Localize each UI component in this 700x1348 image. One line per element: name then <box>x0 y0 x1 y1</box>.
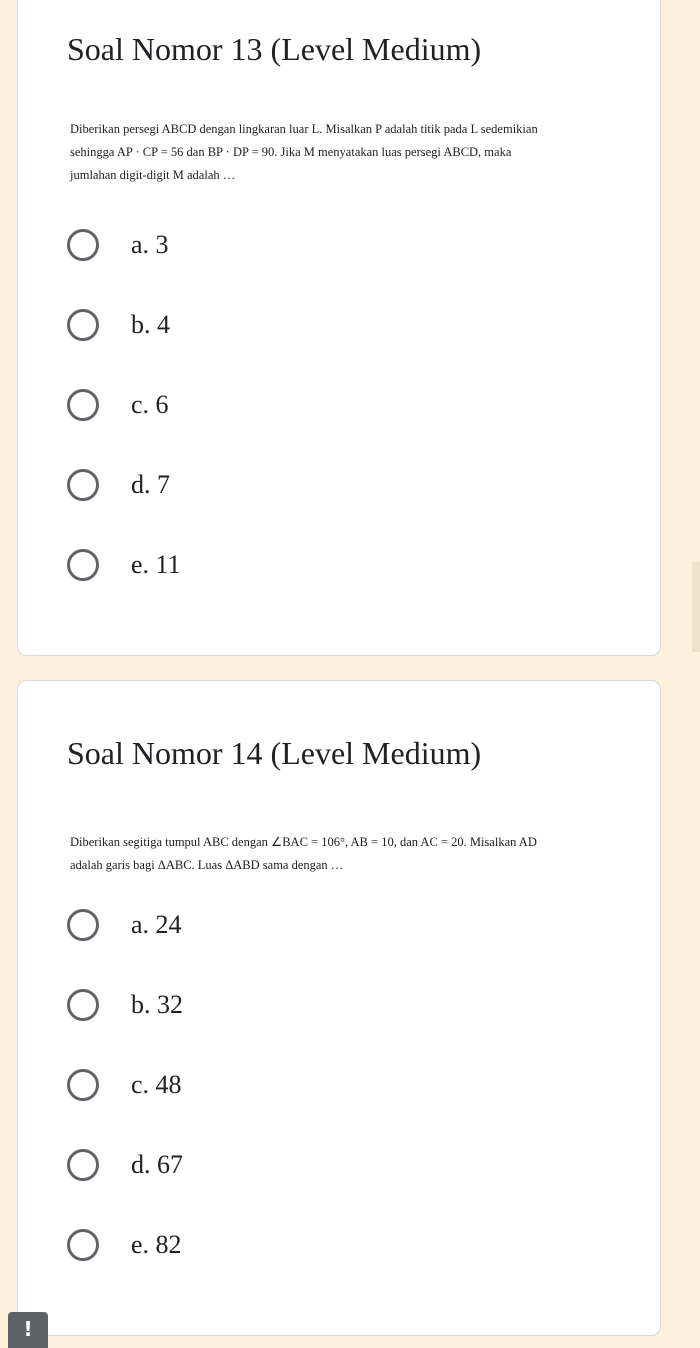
question-text <box>70 118 610 187</box>
radio-button[interactable] <box>67 309 99 341</box>
option-label: a. 3 <box>131 230 169 259</box>
radio-button[interactable] <box>67 1229 99 1261</box>
scrollbar-thumb[interactable] <box>692 562 700 652</box>
question-text <box>70 831 610 877</box>
option-e[interactable] <box>66 1227 466 1267</box>
option-label: b. 4 <box>131 310 170 339</box>
radio-button[interactable] <box>67 389 99 421</box>
option-label: d. 7 <box>131 470 170 499</box>
option-label: c. 48 <box>131 1070 182 1099</box>
question-text-line: jumlahan digit-digit M adalah … <box>70 168 236 182</box>
option-c[interactable] <box>66 1067 466 1107</box>
option-label: e. 82 <box>131 1230 182 1259</box>
option-d[interactable] <box>66 467 466 507</box>
radio-button[interactable] <box>67 469 99 501</box>
option-b[interactable] <box>66 307 466 347</box>
option-b[interactable] <box>66 987 466 1027</box>
question-card-13 <box>17 0 661 656</box>
option-label: a. 24 <box>131 910 182 939</box>
exclamation-icon: ! <box>23 1317 33 1341</box>
question-card-14 <box>17 680 661 1336</box>
radio-button[interactable] <box>67 1149 99 1181</box>
question-title: Soal Nomor 14 (Level Medium) <box>67 735 482 771</box>
option-a[interactable] <box>66 907 466 947</box>
option-a[interactable] <box>66 227 466 267</box>
radio-button[interactable] <box>67 1069 99 1101</box>
question-text-line: sehingga AP · CP = 56 dan BP · DP = 90. Jika M menyatakan luas persegi ABCD, maka <box>70 145 512 159</box>
report-button[interactable] <box>8 1312 48 1348</box>
question-text-line: Diberikan segitiga tumpul ABC dengan ∠BAC = 106°, AB = 10, dan AC = 20. Misalkan AD <box>70 835 537 849</box>
option-label: b. 32 <box>131 990 183 1019</box>
question-text-line: adalah garis bagi ΔABC. Luas ΔABD sama dengan … <box>70 858 344 872</box>
radio-button[interactable] <box>67 549 99 581</box>
option-label: c. 6 <box>131 390 169 419</box>
option-label: e. 11 <box>131 550 181 579</box>
question-text-line: Diberikan persegi ABCD dengan lingkaran luar L. Misalkan P adalah titik pada L sedemikian <box>70 122 538 136</box>
radio-button[interactable] <box>67 989 99 1021</box>
option-e[interactable] <box>66 547 466 587</box>
question-title: Soal Nomor 13 (Level Medium) <box>67 31 482 67</box>
option-label: d. 67 <box>131 1150 183 1179</box>
radio-button[interactable] <box>67 909 99 941</box>
radio-button[interactable] <box>67 229 99 261</box>
option-d[interactable] <box>66 1147 466 1187</box>
option-c[interactable] <box>66 387 466 427</box>
